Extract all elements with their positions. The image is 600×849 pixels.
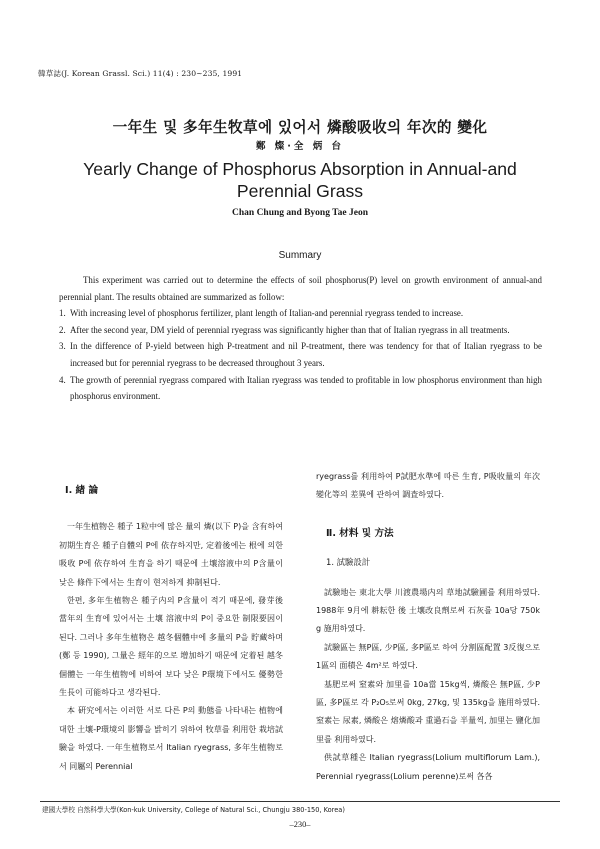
summary-item-number: 2. — [59, 324, 66, 335]
body-paragraph: 한편, 多年生植物은 種子内의 P含量이 적기 때문에, 發芽後 當年의 生育에 있어서는 土壤 溶液中의 P이 중요한 制限要因이 된다. 그러나 多年生植物은 越冬個體中에 多量의 P을 貯藏하며(鄭 등 1990), 그量은 經年的으로 增加하기 때문에 定着된 越冬個體는 一年生植物에 비하여 보다 낮은 P環境下에서도 優勢한 生長이 可能하다고 생각된다. — [59, 596, 283, 698]
english-title-line-1: Yearly Change of Phosphorus Absorption in Annual-and — [83, 159, 517, 179]
korean-authors: 鄭 燦·全 炳 台 — [255, 141, 345, 152]
body-paragraph: 試驗地는 東北大學 川渡農場内의 草地試驗圃를 利用하였다. 1988年 9月에 耕耘한 後 土壤改良劑로써 石灰를 10a당 750kg 施用하였다. — [316, 587, 540, 634]
journal-header: 韓草誌(J. Korean Grassl. Sci.) 11(4) : 230~235, 1991 — [38, 69, 243, 78]
summary-list — [59, 305, 542, 405]
page-number: –230– — [289, 820, 311, 829]
summary-item — [59, 338, 542, 371]
methods-heading: Ⅱ. 材料 및 方法 — [326, 527, 394, 539]
body-left-column — [59, 470, 283, 776]
summary-intro: This experiment was carried out to determine the effects of soil phosphorus(P) level on growth environment of annual-and perennial plant. The results obtained are summarized as follow: — [59, 275, 542, 302]
body-paragraph: 一年生植物은 種子 1粒中에 많은 量의 燐(以下 P)을 含有하여 初期生育은 種子自體의 P에 依存하지만, 定着後에는 根에 의한 吸收 P에 依存하여 生育을 하기 때문에 土壤溶液中의 P含量이 낮은 條件下에서는 生育이 현저하게 抑制된다. — [59, 522, 283, 587]
english-title — [0, 158, 600, 202]
summary-item-text: After the second year, DM yield of perennial ryegrass was significantly higher than that of Italian ryegrass in all treatments. — [70, 324, 510, 335]
body-right-column — [316, 468, 540, 786]
introduction-heading: Ⅰ. 緖 論 — [65, 485, 99, 496]
summary-item-text: With increasing level of phosphorus fertilizer, plant length of Italian-and perennial ryegrass tended to increase. — [70, 308, 464, 319]
body-paragraph: 供試草種은 Italian ryegrass(Lolium multiflorum Lam.), Perennial ryegrass(Lolium perenne)로써 各各 — [316, 753, 540, 781]
methods-subheading: 1. 試驗設計 — [326, 557, 371, 568]
summary-item-number: 3. — [59, 341, 66, 352]
korean-title: 一年生 및 多年生牧草에 있어서 燐酸吸收의 年次的 變化 — [112, 119, 488, 136]
english-authors: Chan Chung and Byong Tae Jeon — [232, 208, 368, 218]
author-affiliation: 建國大學校 自然科學大學(Kon-kuk University, College of Natural Sci., Chungju 380-150, Korea) — [42, 806, 345, 814]
footnote-divider — [40, 801, 560, 802]
summary-section — [59, 272, 542, 405]
summary-item-number: 4. — [59, 374, 66, 385]
body-paragraph: 本 硏究에서는 이러한 서로 다른 P의 動態를 나타내는 植物에 대한 土壤-P環境의 影響을 밝히기 위하여 牧草를 利用한 栽培試驗을 하였다. 一年生植物로서 Italian ryegrass, 多年生植物로서 同屬의 Perennial — [59, 706, 283, 771]
body-paragraph: 試驗區는 無P區, 少P區, 多P區로 하여 分割區配置 3反復으로 1區의 面積은 4m²로 하였다. — [316, 642, 540, 671]
summary-item-text: In the difference of P-yield between high P-treatment and nil P-treatment, there was tendency for that of Italian ryegrass to be increased but for perennial ryegrass to be decreased throughout 3 years. — [70, 341, 542, 368]
summary-item — [59, 305, 542, 322]
body-paragraph: ryegrass를 利用하여 P試肥水準에 따른 生育, P吸收量의 年次變化等의 差異에 관하여 調査하였다. — [316, 472, 540, 500]
summary-item-number: 1. — [59, 308, 66, 319]
summary-item-text: The growth of perennial ryegrass compared with Italian ryegrass was tended to profitable in low phosphorus environment than high phosphorus environment. — [70, 374, 542, 402]
summary-heading: Summary — [278, 250, 322, 261]
english-title-line-2: Perennial Grass — [236, 181, 364, 201]
summary-item — [59, 322, 542, 339]
body-paragraph: 基肥로써 窒素와 加里를 10a當 15kg씩, 燐酸은 無P區, 少P區, 多P區로 각 P₂O₅로써 0kg, 27kg, 및 135kg을 施用하였다. 窒素는 尿素, 燐酸은 熔燐酸과 重過石을 半量씩, 加里는 鹽化加里를 利用하였다. — [316, 679, 540, 744]
summary-item — [59, 372, 542, 405]
